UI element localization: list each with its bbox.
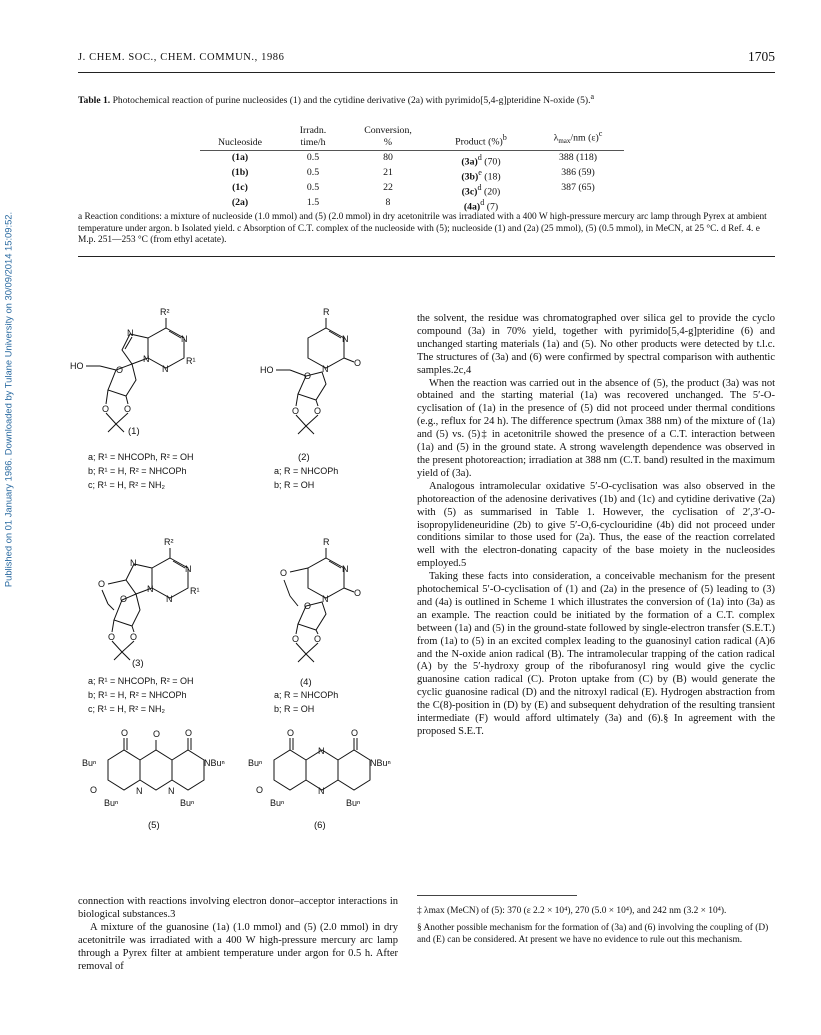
atom-label: O: [108, 632, 116, 642]
atom-label: O: [292, 634, 300, 644]
atom-label: Buⁿ: [82, 758, 97, 768]
download-sidebar[interactable]: [2, 140, 14, 660]
structure-label: (3): [132, 658, 144, 669]
substituent-line: b; R = OH: [274, 704, 315, 714]
atom-label: R²: [160, 307, 170, 317]
atom-label: NBuⁿ: [204, 758, 225, 768]
paragraph: A mixture of the guanosine (1a) (1.0 mmol) and (5) (2.0 mmol) in dry acetonitrile was irradiated with a 400 W high-pressure mercury arc lamp through a Pyrex filter at ambient temperature under argon for 0.5 h. After removal of: [78, 921, 398, 972]
atom-label: O: [102, 404, 110, 414]
paragraph: the solvent, the residue was chromatographed over silica gel to provide the cyclo compound (3a) in 70% yield, together with pyrimido[5,4-g]pteridine (6) and unchanged starting materials (1a) and (5). No other products were detected by t.l.c. The structures of (3a) and (6) were confirmed by spectral comparison with authentic samples.2c,4: [417, 313, 775, 376]
structure-label: (2): [298, 452, 310, 463]
table-row: (1a) 0.5 80 $(3a)^d$ (70) 388 (118): [231, 152, 597, 168]
structures-figure: [70, 300, 408, 860]
substituent-line: a; R¹ = NHCOPh, R² = OH: [88, 676, 194, 686]
page-number: 1705: [748, 49, 775, 64]
col-conversion: Conversion, %: [346, 125, 430, 151]
atom-label: Buⁿ: [248, 758, 263, 768]
atom-label: O: [280, 568, 288, 578]
atom-label: O: [351, 728, 359, 738]
atom-label: N: [318, 786, 325, 796]
substituent-line: a; R = NHCOPh: [274, 690, 339, 700]
col-lambda: $\lambda_{max}/nm$ $(\varepsilon)^c$: [532, 125, 624, 151]
substituent-line: c; R¹ = H, R² = NH₂: [88, 480, 166, 490]
atom-label: N: [181, 334, 188, 344]
atom-label: O: [256, 785, 264, 795]
atom-label: N: [322, 594, 329, 604]
header-rule: [78, 72, 775, 73]
atom-label: N: [130, 558, 137, 568]
structure-4: [274, 537, 361, 714]
substituent-line: b; R¹ = H, R² = NHCOPh: [88, 690, 187, 700]
structure-1: [70, 307, 196, 490]
substituent-line: b; R¹ = H, R² = NHCOPh: [88, 466, 187, 476]
substituent-line: a; R¹ = NHCOPh, R² = OH: [88, 452, 194, 462]
atom-label: N: [185, 564, 192, 574]
running-header: J. CHEM. SOC., CHEM. COMMUN., 1986: [78, 52, 285, 63]
body-text-left: [78, 896, 398, 973]
atom-label: R¹: [186, 356, 196, 366]
atom-label: O: [354, 358, 362, 368]
col-nucleoside: Nucleoside: [200, 125, 280, 151]
atom-label: O: [314, 406, 322, 416]
atom-label: O: [116, 365, 124, 375]
atom-label: N: [168, 786, 175, 796]
table-row: (2a) 1.5 8 $(4a)^d$ (7): [231, 197, 499, 213]
footnote: ‡ λmax (MeCN) of (5): 370 (ε 2.2 × 10⁴), 270 (5.0 × 10⁴), and 242 nm (3.2 × 10⁴).: [417, 906, 727, 916]
paragraph: Taking these facts into consideration, a conceivable mechanism for the present photochemical 5′-O-cyclisation of (1) and (2a) in the presence of (5) leading to (3) and (4a) is outlined in Scheme 1 which illustrates the conversion of (1a) into (3a) as an example. The reaction could be initiated by the formation of a C.T. complex between (1a) and (5) in the ground-state followed by single-electron transfer (S.E.T.) from (1a) to (5) in an excited complex leading to the guanosinyl cation radical (A)6 and the N-oxide anion radical (B). The intramolecular trapping of the cation radical (A) by the 5′-hydroxy group of the ribofuranosyl ring would give the cyclic guanosine cation radical (C). Proton uptake from (C) by (B) would generate the cyclic guanosine radical (D) and the nitroxyl radical (E). Hydrogen abstraction from the C(8)-position in (D) by (E) and subsequent dehydration of the resulting transient intermediate (F) would afford ultimately (3a) and (6).§ In agreement with the proposed S.E.T.: [417, 571, 775, 737]
atom-label: O: [121, 728, 129, 738]
atom-label: HO: [70, 361, 84, 371]
table-label: Table 1.: [78, 95, 111, 107]
footnote-rule: [417, 895, 577, 896]
substituent-line: b; R = OH: [274, 480, 315, 490]
atom-label: O: [354, 588, 362, 598]
atom-label: O: [304, 601, 312, 611]
col-time: Irradn. time/h: [280, 125, 346, 151]
atom-label: N: [136, 786, 143, 796]
atom-label: N: [127, 328, 134, 338]
paragraph: When the reaction was carried out in the absence of (5), the product (3a) was not obtained and the starting material (1a) was recovered unchanged. The 5′-O-cyclisation of (1a) in the presence of (5) did not proceed under thermal conditions (e.g., reflux for 24 h). The difference spectrum (λmax 388 nm) of the mixture of (1a) and (5) vs. (5)‡ in acetonitrile showed the presence of a C.T. interaction between (1a) and (5) in the ground state. A strong wavelength dependence was observed in the present photoreaction; irradiation at 388 nm (C.T. band) resulted in the maximum yield of (3a).: [417, 377, 775, 479]
atom-label: R: [323, 537, 330, 547]
atom-label: O: [120, 594, 128, 604]
table-footnote: a Reaction conditions: a mixture of nucleoside (1.0 mmol) and (5) (2.0 mmol) in dry acetonitrile was irradiated with a 400 W high-pressure mercury arc lamp through Pyrex at ambient temperature under argon. b Isolated yield. c Absorption of C.T. complex of the nucleoside with (5); nucleoside (1) and (2a) (25 mmol), (5) (0.5 mmol), in MeCN, at 25 °C. d Ref. 4. e M.p. 251—253 °C (from ethyl acetate).: [78, 212, 767, 245]
table-bottom-rule: [78, 256, 775, 257]
table-row: (1b) 0.5 21 $(3b)^e$ (18) 386 (59): [231, 167, 595, 183]
atom-label: O: [185, 728, 193, 738]
atom-label: O: [124, 404, 132, 414]
substituent-line: a; R = NHCOPh: [274, 466, 339, 476]
structure-label: (1): [128, 426, 140, 437]
atom-label: O: [314, 634, 322, 644]
atom-label: N: [143, 354, 150, 364]
atom-label: O: [130, 632, 138, 642]
atom-label: N: [342, 564, 349, 574]
atom-label: R¹: [190, 586, 200, 596]
structure-label: (5): [148, 820, 160, 831]
atom-label: N: [322, 364, 329, 374]
atom-label: O: [153, 729, 161, 739]
atom-label: O: [90, 785, 98, 795]
paragraph: Analogous intramolecular oxidative 5′-O-cyclisation was also observed in the photoreaction of the adenosine derivatives (1b) and (1c) and cytidine derivative (2a) with (5) as summarised in Table 1. However, the cyclisation of 2′,3′-O-isopropylideneuridine (2b) to give 5′-O,6-cyclouridine (4b) did not proceed under conditions similar to those used for (2a). Thus, the ease of the reaction correlated well with the electron-donating capacity of the base moiety in the nucleosides employed.5: [417, 480, 775, 570]
col-product: Product (%)$^b$: [430, 125, 532, 151]
atom-label: O: [98, 579, 106, 589]
structure-5: [82, 728, 225, 831]
atom-label: R: [323, 307, 330, 317]
atom-label: N: [318, 746, 325, 756]
atom-label: O: [287, 728, 295, 738]
atom-label: N: [162, 364, 169, 374]
results-table: [200, 125, 624, 213]
footnotes: [417, 906, 775, 952]
atom-label: N: [147, 584, 154, 594]
atom-label: Buⁿ: [346, 798, 361, 808]
atom-label: Buⁿ: [180, 798, 195, 808]
sidebar-text[interactable]: Published on 01 January 1986. Downloaded by Tulane University on 30/09/2014 15:09:52.: [2, 211, 14, 588]
structure-2: [260, 307, 361, 490]
atom-label: O: [292, 406, 300, 416]
atom-label: R²: [164, 537, 174, 547]
atom-label: N: [166, 594, 173, 604]
atom-label: O: [304, 371, 312, 381]
structure-label: (4): [300, 677, 312, 688]
paragraph: connection with reactions involving electron donor–acceptor interactions in biological substances.3: [78, 896, 398, 920]
structure-label: (6): [314, 820, 326, 831]
body-text-right: [417, 313, 775, 739]
table-caption-text: Photochemical reaction of purine nucleosides (1) and the cytidine derivative (2a) with pyrimido[5,4-g]pteridine N-oxide (5).: [112, 95, 591, 107]
table-header-row: [200, 125, 624, 151]
table-caption-note: a: [590, 92, 595, 101]
structure-6: [248, 728, 391, 831]
atom-label: NBuⁿ: [370, 758, 391, 768]
atom-label: Buⁿ: [104, 798, 119, 808]
atom-label: N: [342, 334, 349, 344]
atom-label: Buⁿ: [270, 798, 285, 808]
table-row: (1c) 0.5 22 $(3c)^d$ (20) 387 (65): [232, 182, 595, 198]
table-caption: [78, 91, 775, 107]
structure-3: [88, 537, 200, 714]
atom-label: HO: [260, 365, 274, 375]
footnote: § Another possible mechanism for the formation of (3a) and (6) involving the coupling of (D) and (E) can be considered. At present we have no evidence to rule out this mechanism.: [417, 923, 769, 945]
substituent-line: c; R¹ = H, R² = NH₂: [88, 704, 166, 714]
